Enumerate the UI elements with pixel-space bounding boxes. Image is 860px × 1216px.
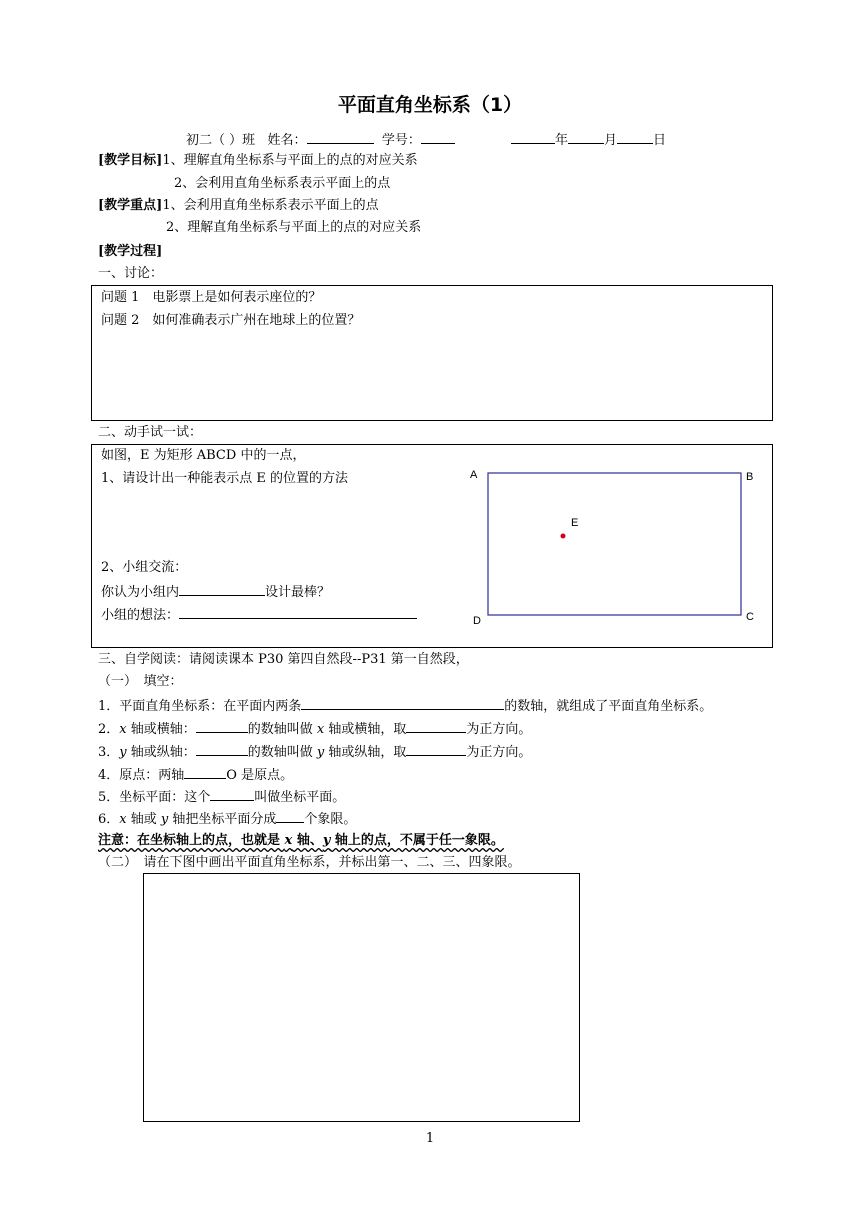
fill-3-var-2: y [316, 745, 325, 760]
number-blank[interactable] [421, 130, 455, 144]
drawing-area[interactable] [143, 873, 580, 1122]
objective-item-2: 2、会利用直角坐标系表示平面上的点 [174, 176, 391, 191]
fill-5-blank[interactable] [210, 787, 254, 801]
fill-2-text-d: 为正方向。 [466, 722, 532, 737]
fill-3-blank-2[interactable] [406, 742, 466, 756]
fill-3-text-a: 轴或纵轴： [126, 745, 196, 760]
fill-6-var: x [119, 812, 127, 827]
key-points-line-1 [98, 197, 379, 215]
fill-item-5 [98, 787, 345, 807]
question-2: 问题 2 如何准确表示广州在地球上的位置？ [101, 313, 361, 328]
fill-2-blank-1[interactable] [196, 719, 248, 733]
fill-item-3 [98, 742, 531, 762]
year-label: 年 [555, 133, 569, 148]
objective-item-1: 1、理解直角坐标系与平面上的点的对应关系 [162, 153, 418, 168]
note-text-c: 轴上的点，不属于任一象限。 [330, 833, 504, 848]
fill-6-num: 6． [98, 812, 120, 827]
process-tag: [教学过程] [98, 244, 163, 259]
page-title: 平面直角坐标系（1） [337, 94, 523, 116]
number-label: 学号： [381, 133, 421, 148]
note-line [98, 832, 504, 850]
fill-2-num: 2． [98, 722, 120, 737]
fill-5-text-b: 叫做坐标平面。 [254, 790, 346, 805]
label-c: C [746, 611, 754, 623]
note-var-x: x [284, 833, 293, 848]
fill-3-num: 3． [98, 745, 120, 760]
fill-4-blank[interactable] [184, 765, 226, 779]
activity-line-2: 1、请设计出一种能表示点 E 的位置的方法 [101, 471, 349, 486]
fill-5-text-a: 5．坐标平面：这个 [98, 790, 211, 805]
fill-item-4 [98, 765, 293, 785]
fill-4-text-b: O 是原点。 [226, 768, 294, 783]
class-label: 初二（ ）班 [186, 133, 256, 148]
fill-item-1 [98, 696, 712, 716]
fill-6-text-c: 个象限。 [304, 812, 357, 827]
fill-3-text-d: 为正方向。 [466, 745, 532, 760]
day-label: 日 [653, 133, 667, 148]
date-line [511, 130, 666, 150]
year-blank[interactable] [511, 130, 555, 144]
point-e [561, 534, 566, 539]
fill-6-blank[interactable] [276, 809, 304, 823]
group-idea-label: 小组的想法： [101, 608, 180, 623]
fill-2-var-2: x [316, 722, 325, 737]
note-text-b: 轴、 [292, 833, 323, 848]
fill-2-text-c: 轴或横轴，取 [324, 722, 407, 737]
objectives-line-1 [98, 152, 418, 170]
fill-2-text-a: 轴或横轴： [126, 722, 196, 737]
activity-line-3: 2、小组交流： [101, 560, 188, 575]
objectives-tag: [教学目标] [98, 153, 163, 168]
fill-6-text-b: 轴把坐标平面分成 [168, 812, 277, 827]
rectangle-abcd [488, 473, 741, 615]
fill-item-2 [98, 719, 531, 739]
key-points-tag: [教学重点] [98, 198, 163, 213]
fill-2-blank-2[interactable] [406, 719, 466, 733]
fill-6-text-a: 轴或 [126, 812, 161, 827]
fill-3-var: y [119, 745, 127, 760]
day-blank[interactable] [617, 130, 653, 144]
name-blank[interactable] [307, 130, 374, 144]
fill-4-text-a: 4．原点：两轴 [98, 768, 185, 783]
drawing-instruction: （二） 请在下图中画出平面直角坐标系，并标出第一、二、三、四象限。 [98, 855, 521, 870]
label-b: B [746, 471, 754, 483]
key-point-item-2: 2、理解直角坐标系与平面上的点的对应关系 [166, 220, 422, 235]
rectangle-figure [92, 445, 772, 647]
month-blank[interactable] [568, 130, 604, 144]
label-e: E [571, 517, 579, 529]
page-number: 1 [425, 1131, 435, 1146]
activity-box [91, 444, 773, 648]
fill-3-text-c: 轴或纵轴，取 [324, 745, 407, 760]
activity-line-1: 如图，E 为矩形 ABCD 中的一点， [101, 448, 306, 463]
label-a: A [470, 469, 478, 481]
student-info-line [186, 130, 455, 150]
fill-2-var: x [119, 722, 127, 737]
fill-1-blank[interactable] [301, 696, 504, 710]
fill-in-subheading: （一） 填空： [98, 674, 183, 689]
discussion-box [91, 285, 773, 421]
name-label: 姓名： [267, 133, 307, 148]
fill-3-text-b: 的数轴叫做 [247, 745, 317, 760]
section2-heading: 二、动手试一试： [98, 425, 203, 440]
fill-item-6 [98, 809, 356, 829]
fill-1-text-b: 的数轴，就组成了平面直角坐标系。 [504, 699, 713, 714]
question-1: 问题 1 电影票上是如何表示座位的？ [101, 290, 322, 305]
key-point-item-1: 1、会利用直角坐标系表示平面上的点 [162, 198, 379, 213]
best-design-label: 你认为小组内 [101, 585, 180, 600]
fill-1-text-a: 1．平面直角坐标系：在平面内两条 [98, 699, 302, 714]
fill-6-var-2: y [160, 812, 169, 827]
best-design-suffix: 设计最棒？ [265, 585, 331, 600]
note-var-y: y [322, 833, 331, 848]
section1-heading: 一、讨论： [98, 266, 164, 281]
note-text-a: 注意：在坐标轴上的点，也就是 [98, 833, 285, 848]
month-label: 月 [604, 133, 618, 148]
fill-3-blank-1[interactable] [196, 742, 248, 756]
fill-2-text-b: 的数轴叫做 [247, 722, 317, 737]
label-d: D [473, 615, 481, 627]
section3-heading: 三、自学阅读：请阅读课本 P30 第四自然段--P31 第一自然段， [98, 652, 469, 667]
